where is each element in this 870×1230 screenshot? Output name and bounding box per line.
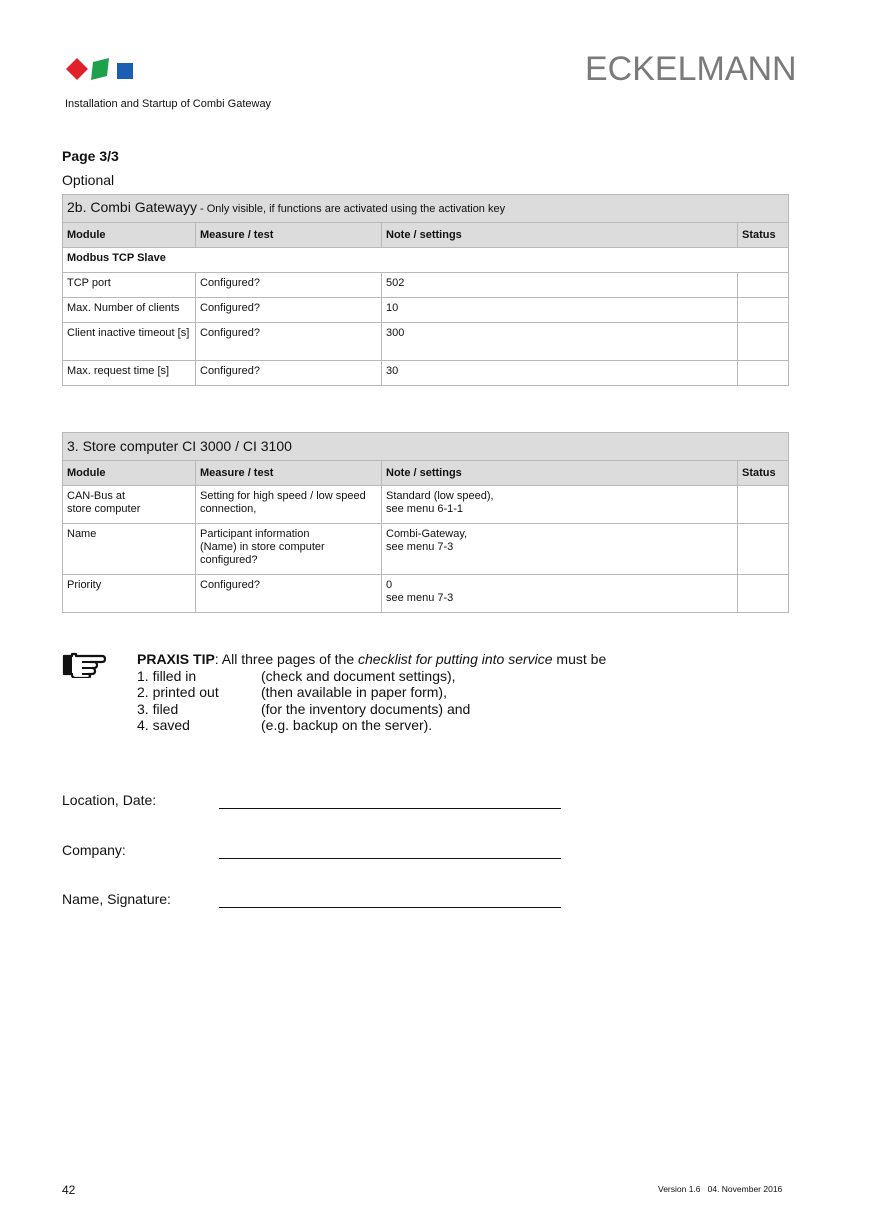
- column-header-note: Note / settings: [382, 461, 738, 486]
- column-header-module: Module: [63, 461, 196, 486]
- store-computer-table: [62, 432, 789, 613]
- signature-line[interactable]: [219, 907, 561, 908]
- column-header-status: Status: [738, 223, 789, 248]
- status-cell: [738, 486, 789, 524]
- table-row: Max. Number of clients Configured? 10: [63, 298, 789, 323]
- page-number: 42: [62, 1183, 76, 1197]
- combi-gateway-table: [62, 194, 789, 386]
- column-header-note: Note / settings: [382, 223, 738, 248]
- document-subtitle: Installation and Startup of Combi Gateway: [65, 98, 272, 110]
- column-header-measure: Measure / test: [196, 461, 382, 486]
- status-cell: [738, 273, 789, 298]
- signature-line[interactable]: [219, 808, 561, 809]
- table-row: Client inactive timeout [s] Configured? 300: [63, 323, 789, 361]
- table-title: 3. Store computer CI 3000 / CI 3100: [63, 433, 789, 461]
- status-cell: [738, 323, 789, 361]
- column-header-measure: Measure / test: [196, 223, 382, 248]
- logo-green-square: [89, 58, 111, 80]
- section-heading: Modbus TCP Slave: [63, 248, 789, 273]
- status-cell: [738, 524, 789, 575]
- table-row: CAN-Bus at store computer Setting for high speed / low speed connection, Standard (low speed), see menu 6-1-1: [63, 486, 789, 524]
- table-row: Name Participant information (Name) in store computer configured? Combi-Gateway, see menu 7-3: [63, 524, 789, 575]
- pointing-hand-icon: [62, 650, 106, 678]
- table-title: 2b. Combi Gatewayy - Only visible, if functions are activated using the activation key: [63, 195, 789, 223]
- praxis-tip: PRAXIS TIP: All three pages of the checklist for putting into service must be 1. filled in (check and document settings), 2. printed out (then available in paper form), 3. filed (for the inventory documents) and 4. saved (e.g. backup on the server).: [137, 651, 607, 733]
- table-row: Max. request time [s] Configured? 30: [63, 361, 789, 386]
- list-item: 4. saved (e.g. backup on the server).: [137, 717, 433, 733]
- list-item: 2. printed out (then available in paper form),: [137, 684, 447, 700]
- status-cell: [738, 361, 789, 386]
- list-item: 1. filled in (check and document settings),: [137, 667, 456, 684]
- logo-red-square: [66, 58, 88, 80]
- list-item: 3. filed (for the inventory documents) and: [137, 700, 471, 717]
- column-header-status: Status: [738, 461, 789, 486]
- table-row: Priority Configured? 0 see menu 7-3: [63, 575, 789, 613]
- table-row: TCP port Configured? 502: [63, 273, 789, 298]
- brand-name: ECKELMANN: [585, 50, 797, 88]
- signature-line[interactable]: [219, 858, 561, 859]
- version-info: Version 1.6 04. November 2016: [658, 1184, 783, 1194]
- page-label: Page 3/3: [62, 148, 119, 164]
- logo-blue-square: [113, 58, 135, 80]
- column-header-module: Module: [63, 223, 196, 248]
- optional-label: Optional: [62, 172, 115, 188]
- status-cell: [738, 298, 789, 323]
- status-cell: [738, 575, 789, 613]
